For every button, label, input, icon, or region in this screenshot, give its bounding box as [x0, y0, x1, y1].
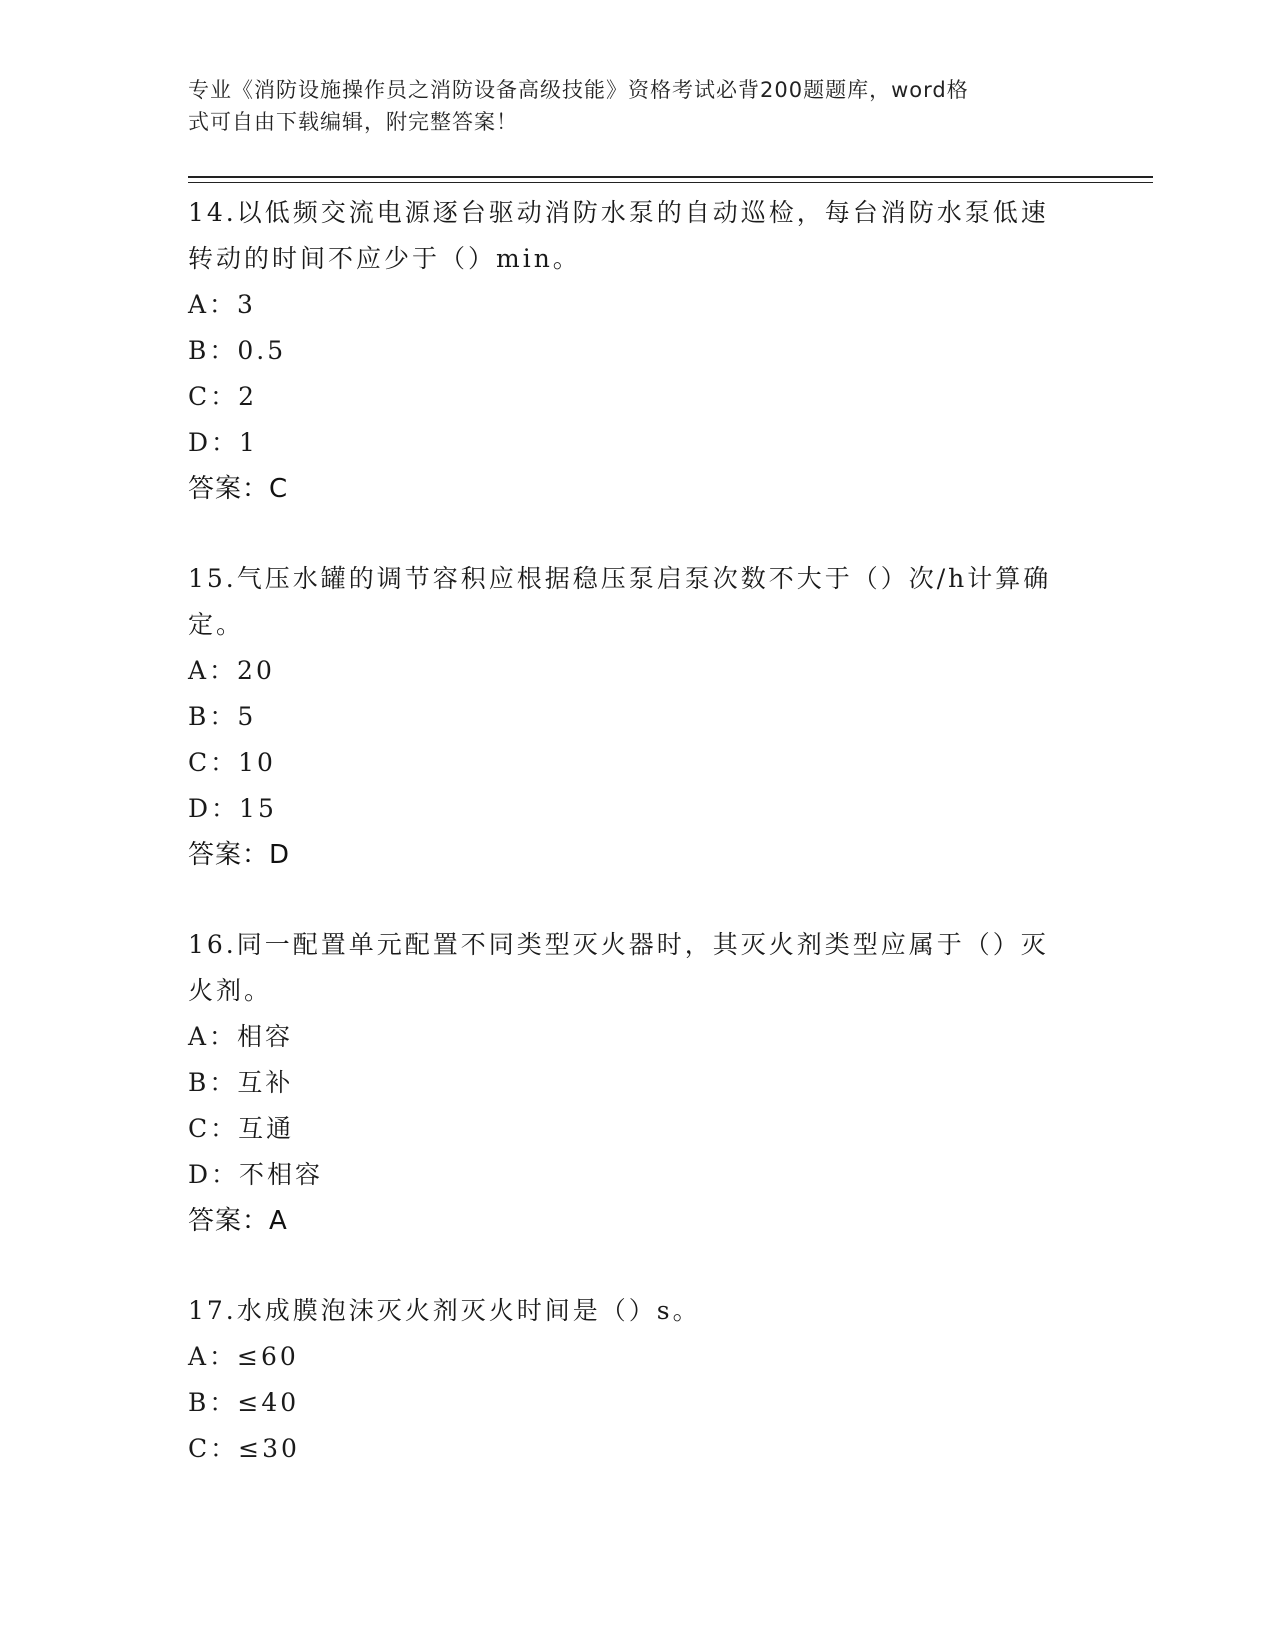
question-stem-line: 17.水成膜泡沫灭火剂灭火时间是（）s。	[188, 1296, 701, 1325]
question-14	[188, 190, 1088, 512]
question-stem-line: 14.以低频交流电源逐台驱动消防水泵的自动巡检，每台消防水泵低速	[188, 198, 1049, 227]
question-stem-line: 16.同一配置单元配置不同类型灭火器时，其灭火剂类型应属于（）灭	[188, 930, 1049, 959]
option-b: B：5	[188, 702, 257, 731]
option-a: A：相容	[188, 1022, 294, 1051]
option-b: B：≤40	[188, 1388, 300, 1417]
question-stem-line: 15.气压水罐的调节容积应根据稳压泵启泵次数不大于（）次/h计算确	[188, 564, 1052, 593]
question-list	[188, 190, 1088, 1516]
option-a: A：3	[188, 290, 256, 319]
question-stem-line: 火剂。	[188, 976, 273, 1005]
header-line-1: 专业《消防设施操作员之消防设备高级技能》资格考试必背200题题库，word格	[188, 78, 969, 102]
question-stem-line: 转动的时间不应少于（）min。	[188, 244, 581, 273]
document-header	[188, 74, 1068, 138]
option-d: D：不相容	[188, 1160, 324, 1189]
header-divider-thick	[188, 176, 1153, 178]
option-d: D：1	[188, 428, 258, 457]
question-stem-line: 定。	[188, 610, 245, 639]
question-16	[188, 922, 1088, 1244]
option-d: D：15	[188, 794, 277, 823]
header-divider-thin	[188, 182, 1153, 183]
option-a: A：20	[188, 656, 275, 685]
option-c: C：≤30	[188, 1434, 300, 1463]
option-a: A：≤60	[188, 1342, 299, 1371]
option-c: C：10	[188, 748, 276, 777]
option-b: B：互补	[188, 1068, 294, 1097]
option-c: C：2	[188, 382, 258, 411]
answer-line: 答案：A	[188, 1206, 288, 1236]
option-c: C：互通	[188, 1114, 295, 1143]
option-b: B：0.5	[188, 336, 287, 365]
question-15	[188, 556, 1088, 878]
answer-line: 答案：C	[188, 474, 289, 504]
answer-line: 答案：D	[188, 840, 291, 870]
header-line-2: 式可自由下载编辑，附完整答案！	[188, 110, 518, 134]
question-17	[188, 1288, 1088, 1472]
